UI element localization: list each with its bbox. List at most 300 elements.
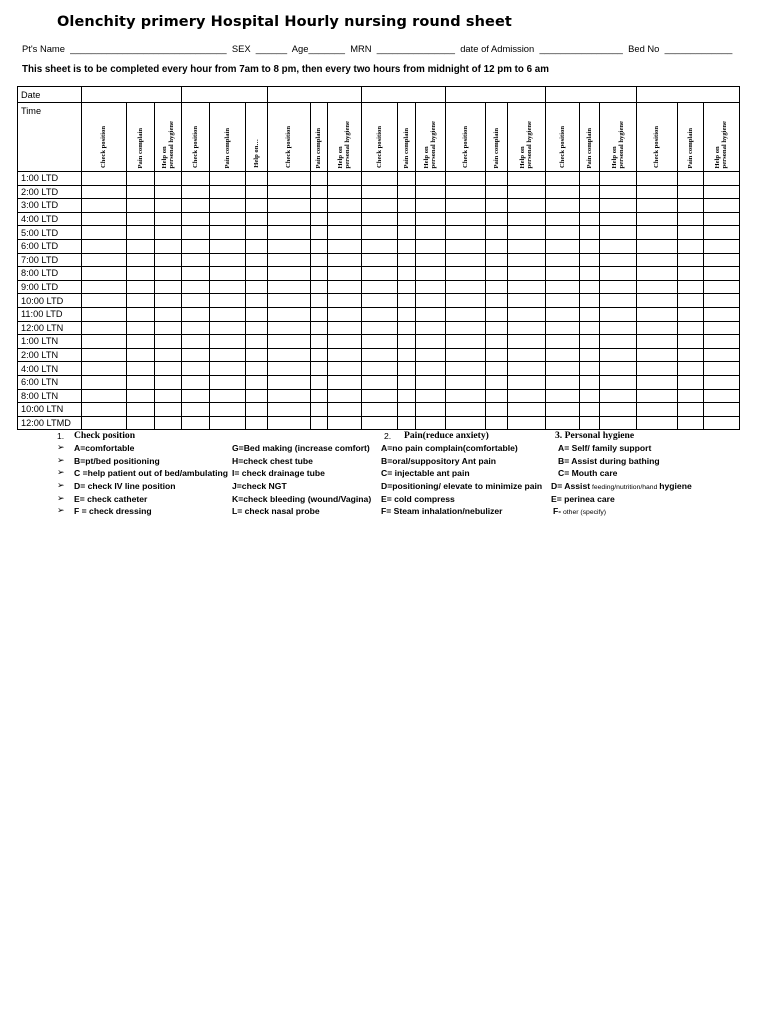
entry-cell[interactable] <box>398 253 416 267</box>
entry-cell[interactable] <box>246 267 268 281</box>
entry-cell[interactable] <box>678 362 704 376</box>
entry-cell[interactable] <box>580 280 600 294</box>
entry-cell[interactable] <box>704 335 740 349</box>
entry-cell[interactable] <box>446 226 486 240</box>
entry-cell[interactable] <box>600 267 637 281</box>
entry-cell[interactable] <box>82 294 127 308</box>
entry-cell[interactable] <box>127 267 155 281</box>
entry-cell[interactable] <box>637 239 678 253</box>
entry-cell[interactable] <box>268 226 311 240</box>
entry-cell[interactable] <box>446 307 486 321</box>
entry-cell[interactable] <box>416 185 446 199</box>
entry-cell[interactable] <box>398 403 416 417</box>
entry-cell[interactable] <box>704 239 740 253</box>
entry-cell[interactable] <box>268 253 311 267</box>
entry-cell[interactable] <box>446 335 486 349</box>
entry-cell[interactable] <box>446 294 486 308</box>
entry-cell[interactable] <box>328 253 362 267</box>
entry-cell[interactable] <box>600 335 637 349</box>
entry-cell[interactable] <box>182 403 210 417</box>
entry-cell[interactable] <box>580 335 600 349</box>
entry-cell[interactable] <box>328 362 362 376</box>
entry-cell[interactable] <box>82 321 127 335</box>
entry-cell[interactable] <box>398 199 416 213</box>
entry-cell[interactable] <box>486 403 508 417</box>
entry-cell[interactable] <box>637 335 678 349</box>
entry-cell[interactable] <box>182 199 210 213</box>
entry-cell[interactable] <box>580 226 600 240</box>
entry-cell[interactable] <box>311 348 328 362</box>
entry-cell[interactable] <box>416 307 446 321</box>
entry-cell[interactable] <box>246 416 268 430</box>
entry-cell[interactable] <box>704 375 740 389</box>
entry-cell[interactable] <box>155 321 182 335</box>
entry-cell[interactable] <box>600 375 637 389</box>
entry-cell[interactable] <box>678 294 704 308</box>
entry-cell[interactable] <box>637 416 678 430</box>
entry-cell[interactable] <box>328 348 362 362</box>
entry-cell[interactable] <box>546 416 580 430</box>
entry-cell[interactable] <box>704 403 740 417</box>
entry-cell[interactable] <box>398 267 416 281</box>
entry-cell[interactable] <box>546 226 580 240</box>
entry-cell[interactable] <box>446 212 486 226</box>
entry-cell[interactable] <box>546 239 580 253</box>
entry-cell[interactable] <box>446 403 486 417</box>
entry-cell[interactable] <box>486 307 508 321</box>
entry-cell[interactable] <box>362 403 398 417</box>
entry-cell[interactable] <box>508 267 546 281</box>
entry-cell[interactable] <box>704 362 740 376</box>
entry-cell[interactable] <box>82 416 127 430</box>
entry-cell[interactable] <box>362 226 398 240</box>
entry-cell[interactable] <box>416 267 446 281</box>
entry-cell[interactable] <box>268 280 311 294</box>
entry-cell[interactable] <box>678 280 704 294</box>
entry-cell[interactable] <box>508 321 546 335</box>
entry-cell[interactable] <box>127 253 155 267</box>
entry-cell[interactable] <box>362 348 398 362</box>
entry-cell[interactable] <box>182 253 210 267</box>
entry-cell[interactable] <box>508 172 546 186</box>
entry-cell[interactable] <box>416 321 446 335</box>
entry-cell[interactable] <box>155 307 182 321</box>
entry-cell[interactable] <box>210 389 246 403</box>
date-cell[interactable] <box>362 87 446 103</box>
entry-cell[interactable] <box>362 280 398 294</box>
entry-cell[interactable] <box>210 362 246 376</box>
entry-cell[interactable] <box>704 226 740 240</box>
entry-cell[interactable] <box>704 199 740 213</box>
entry-cell[interactable] <box>600 280 637 294</box>
entry-cell[interactable] <box>678 348 704 362</box>
entry-cell[interactable] <box>446 416 486 430</box>
entry-cell[interactable] <box>398 416 416 430</box>
entry-cell[interactable] <box>127 307 155 321</box>
entry-cell[interactable] <box>362 307 398 321</box>
entry-cell[interactable] <box>580 212 600 226</box>
entry-cell[interactable] <box>446 375 486 389</box>
entry-cell[interactable] <box>127 280 155 294</box>
entry-cell[interactable] <box>508 348 546 362</box>
entry-cell[interactable] <box>82 335 127 349</box>
entry-cell[interactable] <box>637 199 678 213</box>
entry-cell[interactable] <box>127 239 155 253</box>
entry-cell[interactable] <box>546 172 580 186</box>
entry-cell[interactable] <box>704 416 740 430</box>
entry-cell[interactable] <box>580 239 600 253</box>
entry-cell[interactable] <box>268 172 311 186</box>
entry-cell[interactable] <box>580 375 600 389</box>
entry-cell[interactable] <box>416 212 446 226</box>
entry-cell[interactable] <box>82 362 127 376</box>
entry-cell[interactable] <box>416 362 446 376</box>
entry-cell[interactable] <box>82 389 127 403</box>
entry-cell[interactable] <box>600 348 637 362</box>
entry-cell[interactable] <box>398 280 416 294</box>
entry-cell[interactable] <box>416 389 446 403</box>
entry-cell[interactable] <box>486 212 508 226</box>
entry-cell[interactable] <box>600 416 637 430</box>
entry-cell[interactable] <box>210 416 246 430</box>
entry-cell[interactable] <box>268 267 311 281</box>
entry-cell[interactable] <box>268 348 311 362</box>
entry-cell[interactable] <box>637 267 678 281</box>
entry-cell[interactable] <box>678 307 704 321</box>
entry-cell[interactable] <box>546 267 580 281</box>
entry-cell[interactable] <box>398 362 416 376</box>
entry-cell[interactable] <box>398 226 416 240</box>
entry-cell[interactable] <box>600 172 637 186</box>
entry-cell[interactable] <box>508 199 546 213</box>
entry-cell[interactable] <box>637 253 678 267</box>
entry-cell[interactable] <box>416 335 446 349</box>
entry-cell[interactable] <box>182 362 210 376</box>
entry-cell[interactable] <box>311 362 328 376</box>
entry-cell[interactable] <box>328 185 362 199</box>
entry-cell[interactable] <box>82 403 127 417</box>
entry-cell[interactable] <box>210 226 246 240</box>
entry-cell[interactable] <box>210 212 246 226</box>
entry-cell[interactable] <box>182 375 210 389</box>
entry-cell[interactable] <box>486 375 508 389</box>
entry-cell[interactable] <box>486 294 508 308</box>
entry-cell[interactable] <box>328 239 362 253</box>
entry-cell[interactable] <box>637 321 678 335</box>
entry-cell[interactable] <box>328 172 362 186</box>
entry-cell[interactable] <box>127 403 155 417</box>
entry-cell[interactable] <box>546 280 580 294</box>
entry-cell[interactable] <box>246 389 268 403</box>
entry-cell[interactable] <box>155 199 182 213</box>
entry-cell[interactable] <box>268 416 311 430</box>
entry-cell[interactable] <box>398 294 416 308</box>
entry-cell[interactable] <box>210 335 246 349</box>
entry-cell[interactable] <box>246 185 268 199</box>
entry-cell[interactable] <box>362 185 398 199</box>
entry-cell[interactable] <box>600 389 637 403</box>
entry-cell[interactable] <box>362 199 398 213</box>
entry-cell[interactable] <box>82 348 127 362</box>
entry-cell[interactable] <box>416 294 446 308</box>
entry-cell[interactable] <box>637 307 678 321</box>
entry-cell[interactable] <box>446 239 486 253</box>
entry-cell[interactable] <box>182 389 210 403</box>
entry-cell[interactable] <box>678 335 704 349</box>
entry-cell[interactable] <box>328 294 362 308</box>
name-field[interactable]: ______________________________ <box>70 43 227 54</box>
entry-cell[interactable] <box>704 294 740 308</box>
entry-cell[interactable] <box>246 199 268 213</box>
entry-cell[interactable] <box>600 253 637 267</box>
entry-cell[interactable] <box>486 348 508 362</box>
entry-cell[interactable] <box>311 172 328 186</box>
entry-cell[interactable] <box>127 362 155 376</box>
entry-cell[interactable] <box>678 212 704 226</box>
entry-cell[interactable] <box>82 185 127 199</box>
entry-cell[interactable] <box>486 321 508 335</box>
entry-cell[interactable] <box>311 199 328 213</box>
entry-cell[interactable] <box>637 280 678 294</box>
entry-cell[interactable] <box>328 389 362 403</box>
admission-field[interactable]: ________________ <box>539 43 623 54</box>
entry-cell[interactable] <box>268 335 311 349</box>
entry-cell[interactable] <box>127 375 155 389</box>
entry-cell[interactable] <box>704 307 740 321</box>
entry-cell[interactable] <box>268 212 311 226</box>
entry-cell[interactable] <box>210 321 246 335</box>
entry-cell[interactable] <box>398 185 416 199</box>
entry-cell[interactable] <box>508 403 546 417</box>
entry-cell[interactable] <box>398 307 416 321</box>
entry-cell[interactable] <box>580 321 600 335</box>
entry-cell[interactable] <box>546 362 580 376</box>
entry-cell[interactable] <box>210 375 246 389</box>
entry-cell[interactable] <box>362 321 398 335</box>
entry-cell[interactable] <box>637 226 678 240</box>
entry-cell[interactable] <box>546 335 580 349</box>
entry-cell[interactable] <box>600 212 637 226</box>
entry-cell[interactable] <box>580 416 600 430</box>
entry-cell[interactable] <box>508 239 546 253</box>
entry-cell[interactable] <box>508 335 546 349</box>
entry-cell[interactable] <box>486 362 508 376</box>
entry-cell[interactable] <box>508 362 546 376</box>
sex-field[interactable]: ______ <box>255 43 288 54</box>
entry-cell[interactable] <box>182 226 210 240</box>
entry-cell[interactable] <box>546 348 580 362</box>
entry-cell[interactable] <box>446 280 486 294</box>
entry-cell[interactable] <box>546 375 580 389</box>
entry-cell[interactable] <box>637 172 678 186</box>
entry-cell[interactable] <box>362 253 398 267</box>
entry-cell[interactable] <box>486 335 508 349</box>
entry-cell[interactable] <box>182 239 210 253</box>
date-cell[interactable] <box>268 87 362 103</box>
entry-cell[interactable] <box>678 321 704 335</box>
entry-cell[interactable] <box>704 172 740 186</box>
entry-cell[interactable] <box>508 226 546 240</box>
entry-cell[interactable] <box>486 416 508 430</box>
entry-cell[interactable] <box>486 199 508 213</box>
entry-cell[interactable] <box>416 253 446 267</box>
entry-cell[interactable] <box>311 280 328 294</box>
entry-cell[interactable] <box>155 280 182 294</box>
entry-cell[interactable] <box>82 212 127 226</box>
entry-cell[interactable] <box>704 253 740 267</box>
entry-cell[interactable] <box>311 212 328 226</box>
entry-cell[interactable] <box>155 389 182 403</box>
entry-cell[interactable] <box>155 185 182 199</box>
entry-cell[interactable] <box>82 375 127 389</box>
entry-cell[interactable] <box>82 172 127 186</box>
entry-cell[interactable] <box>580 403 600 417</box>
entry-cell[interactable] <box>311 335 328 349</box>
entry-cell[interactable] <box>127 212 155 226</box>
entry-cell[interactable] <box>246 348 268 362</box>
entry-cell[interactable] <box>678 226 704 240</box>
entry-cell[interactable] <box>362 375 398 389</box>
entry-cell[interactable] <box>398 389 416 403</box>
entry-cell[interactable] <box>311 321 328 335</box>
entry-cell[interactable] <box>246 172 268 186</box>
entry-cell[interactable] <box>246 212 268 226</box>
entry-cell[interactable] <box>311 307 328 321</box>
entry-cell[interactable] <box>311 185 328 199</box>
entry-cell[interactable] <box>182 280 210 294</box>
entry-cell[interactable] <box>328 375 362 389</box>
entry-cell[interactable] <box>155 239 182 253</box>
entry-cell[interactable] <box>182 348 210 362</box>
entry-cell[interactable] <box>127 199 155 213</box>
entry-cell[interactable] <box>362 294 398 308</box>
entry-cell[interactable] <box>268 307 311 321</box>
entry-cell[interactable] <box>82 239 127 253</box>
entry-cell[interactable] <box>446 267 486 281</box>
entry-cell[interactable] <box>580 348 600 362</box>
entry-cell[interactable] <box>210 267 246 281</box>
entry-cell[interactable] <box>486 226 508 240</box>
entry-cell[interactable] <box>328 212 362 226</box>
entry-cell[interactable] <box>416 280 446 294</box>
date-cell[interactable] <box>546 87 637 103</box>
entry-cell[interactable] <box>508 307 546 321</box>
entry-cell[interactable] <box>210 307 246 321</box>
entry-cell[interactable] <box>82 280 127 294</box>
entry-cell[interactable] <box>546 212 580 226</box>
entry-cell[interactable] <box>446 253 486 267</box>
entry-cell[interactable] <box>546 403 580 417</box>
entry-cell[interactable] <box>600 307 637 321</box>
entry-cell[interactable] <box>268 375 311 389</box>
entry-cell[interactable] <box>210 403 246 417</box>
entry-cell[interactable] <box>678 199 704 213</box>
entry-cell[interactable] <box>182 321 210 335</box>
entry-cell[interactable] <box>362 362 398 376</box>
entry-cell[interactable] <box>580 362 600 376</box>
entry-cell[interactable] <box>704 267 740 281</box>
entry-cell[interactable] <box>268 239 311 253</box>
entry-cell[interactable] <box>362 212 398 226</box>
entry-cell[interactable] <box>600 403 637 417</box>
entry-cell[interactable] <box>600 226 637 240</box>
entry-cell[interactable] <box>328 416 362 430</box>
entry-cell[interactable] <box>362 172 398 186</box>
entry-cell[interactable] <box>508 253 546 267</box>
entry-cell[interactable] <box>546 294 580 308</box>
entry-cell[interactable] <box>127 348 155 362</box>
entry-cell[interactable] <box>580 389 600 403</box>
entry-cell[interactable] <box>580 199 600 213</box>
entry-cell[interactable] <box>446 172 486 186</box>
entry-cell[interactable] <box>580 185 600 199</box>
entry-cell[interactable] <box>182 267 210 281</box>
entry-cell[interactable] <box>210 253 246 267</box>
entry-cell[interactable] <box>580 307 600 321</box>
entry-cell[interactable] <box>182 212 210 226</box>
entry-cell[interactable] <box>246 403 268 417</box>
entry-cell[interactable] <box>155 348 182 362</box>
entry-cell[interactable] <box>328 280 362 294</box>
entry-cell[interactable] <box>600 199 637 213</box>
entry-cell[interactable] <box>508 185 546 199</box>
entry-cell[interactable] <box>446 185 486 199</box>
entry-cell[interactable] <box>328 267 362 281</box>
entry-cell[interactable] <box>416 239 446 253</box>
entry-cell[interactable] <box>127 294 155 308</box>
entry-cell[interactable] <box>210 348 246 362</box>
entry-cell[interactable] <box>446 321 486 335</box>
entry-cell[interactable] <box>155 375 182 389</box>
entry-cell[interactable] <box>508 280 546 294</box>
entry-cell[interactable] <box>155 212 182 226</box>
entry-cell[interactable] <box>486 253 508 267</box>
entry-cell[interactable] <box>82 307 127 321</box>
entry-cell[interactable] <box>127 335 155 349</box>
entry-cell[interactable] <box>127 416 155 430</box>
bed-field[interactable]: _____________ <box>664 43 733 54</box>
date-cell[interactable] <box>182 87 268 103</box>
entry-cell[interactable] <box>580 294 600 308</box>
entry-cell[interactable] <box>704 389 740 403</box>
entry-cell[interactable] <box>398 212 416 226</box>
entry-cell[interactable] <box>546 185 580 199</box>
entry-cell[interactable] <box>600 362 637 376</box>
entry-cell[interactable] <box>486 280 508 294</box>
entry-cell[interactable] <box>311 253 328 267</box>
entry-cell[interactable] <box>182 416 210 430</box>
entry-cell[interactable] <box>182 294 210 308</box>
entry-cell[interactable] <box>268 389 311 403</box>
entry-cell[interactable] <box>678 375 704 389</box>
entry-cell[interactable] <box>416 172 446 186</box>
entry-cell[interactable] <box>678 239 704 253</box>
entry-cell[interactable] <box>362 416 398 430</box>
entry-cell[interactable] <box>210 239 246 253</box>
entry-cell[interactable] <box>127 185 155 199</box>
entry-cell[interactable] <box>546 389 580 403</box>
entry-cell[interactable] <box>398 335 416 349</box>
entry-cell[interactable] <box>508 294 546 308</box>
entry-cell[interactable] <box>446 389 486 403</box>
entry-cell[interactable] <box>246 294 268 308</box>
entry-cell[interactable] <box>127 389 155 403</box>
entry-cell[interactable] <box>637 362 678 376</box>
entry-cell[interactable] <box>268 185 311 199</box>
entry-cell[interactable] <box>362 335 398 349</box>
entry-cell[interactable] <box>678 389 704 403</box>
entry-cell[interactable] <box>398 239 416 253</box>
